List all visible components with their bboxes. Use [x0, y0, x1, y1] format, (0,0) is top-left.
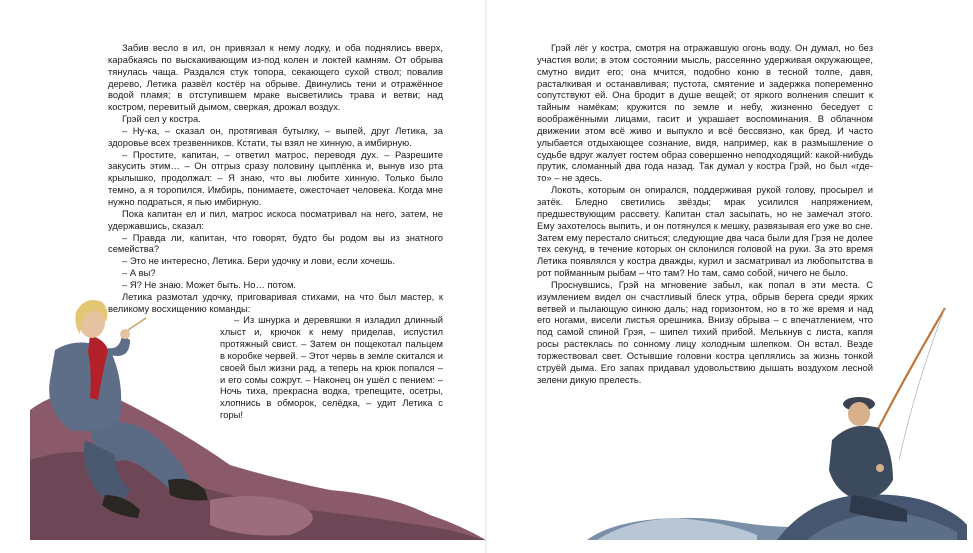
paragraph: Грэй лёг у костра, смотря на отражавшую огонь воду. Он думал, но без участия воли; в этом состоянии мысль, рассеянно удерживая окружающее, смутно видит его; она мчится, подобно коню в тесной толпе, давя, расталкивая и останавливая; пустота, смятение и задержка попеременно сопутствуют ей. Она бродит в душе вещей; от яркого волнения спешит к тайным намёкам; кружится по земле и небу, жизненно беседует с воображёнными лицами, гасит и украшает воспоминания. В облачном движении этом всё живо и выпукло и всё бессвязно, как бред. И часто улыбается отдыхающее сознание, видя, например, как в размышление о судьбе вдруг жалует гостем образ совершенно неподходящий: какой-нибудь прутик, сломанный два года назад. Так думал у костра Грэй, но был «где-то» – не здесь. — [537, 42, 873, 184]
paragraph: – Ну-ка, – сказал он, протягивая бутылку, – выпей, друг Летика, за здоровье всех трезвенников. Кстати, ты взял не хинную, а имбирную. — [108, 124, 443, 148]
paragraph: Пока капитан ел и пил, матрос искоса посматривал на него, затем, не удержавшись, сказал: — [108, 207, 443, 231]
paragraph: – А вы? — [122, 267, 156, 279]
paragraph: Проснувшись, Грэй на мгновение забыл, как попал в эти места. С изумлением видел он счастливый блеск утра, обрыв берега среди ярких ветвей и пылающую синюю даль; над горизонтом, но в то же время и над его ногами, висели листья орешника. Внизу обрыва – с впечатлением, что под самой спиной Грэя, – шипел тихий прибой. Мелькнув с листа, капля росы растеклась по сонному лицу холодным шлепком. Он встал. Везде торжествовал свет. Остывшие головни костра цеплялись за жизнь тонкой струёй дыма. Его запах придавал удовольствию дышать воздухом лесной зелени дикую прелесть. — [537, 278, 873, 385]
illustration-fisherman — [587, 300, 967, 540]
paragraph: Локоть, которым он опирался, поддерживая рукой голову, просырел и затёк. Бледно светились звёзды; мрак усилился напряжением, предшествующим рассвету. Капитан стал засыпать, но не замечал этого. Ему захотелось выпить, и он потянулся к мешку, развязывая его уже во сне. Затем ему перестало сниться; следующие два часа были для Грэя не долее тех секунд, в течение которых он склонился головой на руки. За это время Летика появлялся у костра дважды, курил и засматривал из любопытства в рот пойманным рыбам – что там? Но там, само собой, ничего не было. — [537, 184, 873, 279]
paragraph: – Простите, капитан, – ответил матрос, переводя дух. – Разрешите закусить этим… – Он отгрыз сразу половину цыплёнка и, вынув изо рта крылышко, продолжал: – Я знаю, что вы любите хинную. Только было темно, а я торопился. Имбирь, понимаете, ожесточает человека. Когда мне нужно подраться, я пью имбирную. — [108, 148, 443, 207]
paragraph: Грэй сел у костра. — [122, 113, 201, 125]
verse-paragraph: – Из шнурка и деревяшки я изладил длинный хлыст и, крючок к нему приделав, испустил протяжный свист. – Затем он пощекотал пальцем в коробке червей. – Этот червь в земле скитался и своей был жизни рад, а теперь на крюк попался – и его сомы сожрут. – Наконец он ушёл с пением: – Ночь тиха, прекрасна водка, трепещите, осетры, хлопнись в обморок, селёдка, – удит Летика с горы! — [220, 314, 443, 421]
illustration-letika-sitting — [30, 290, 486, 540]
paragraph: – Это не интересно, Летика. Бери удочку и лови, если хочешь. — [122, 255, 396, 267]
left-page — [0, 0, 486, 553]
right-page — [487, 0, 973, 553]
paragraph: – Я? Не знаю. Может быть. Но… потом. — [122, 278, 297, 290]
paragraph: – Правда ли, капитан, что говорят, будто бы родом вы из знатного семейства? — [108, 231, 443, 255]
paragraph: Забив весло в ил, он привязал к нему лодку, и оба поднялись вверх, карабкаясь по выскакивающим из-под колен и локтей камням. От обрыва тянулась чаща. Раздался стук топора, секающего сухой ствол; повалив дерево, Летика развёл костёр на обрыве. Двинулись тени и отражённое водой пламя; в отступившем мраке высветились трава и ветви; над костром, перевитый дымом, сверкая, дрожал воздух. — [108, 42, 443, 113]
paragraph: Летика размотал удочку, приговаривая стихами, на что был мастер, к великому восхищению команды: — [108, 290, 443, 314]
